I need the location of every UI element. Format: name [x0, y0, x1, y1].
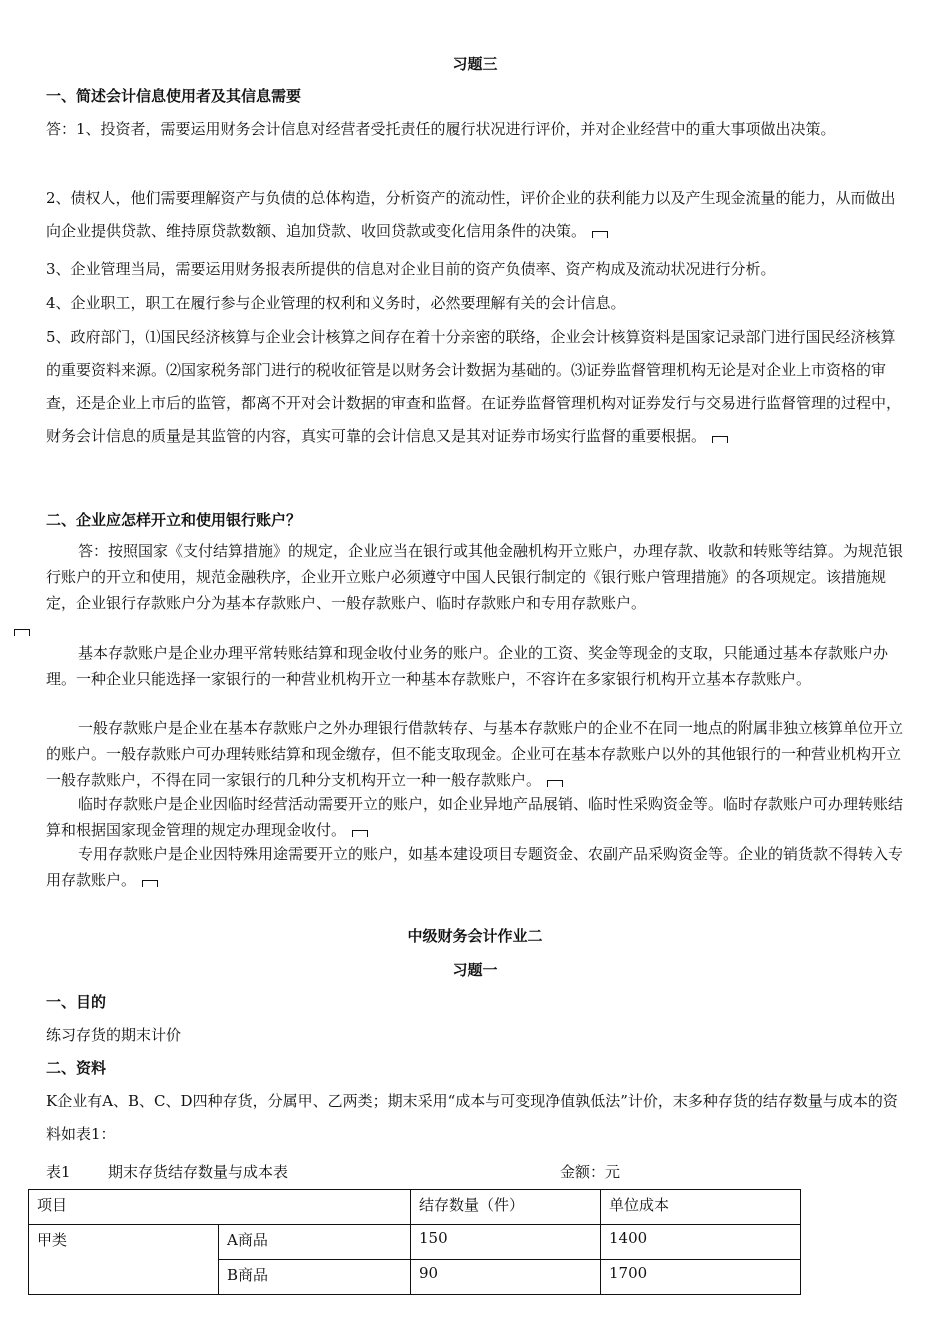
answer-text: 5、政府部门，⑴国民经济核算与企业会计核算之间存在着十分亲密的联络，企业会计核算资料是国家记录部门进行国民经济核算的重要资料来源。⑵国家税务部门进行的税收征管是以财务会计数据为基础的。⑶证券监督管理机构无论是对企业上市资格的审查，还是企业上市后的监管，都离不开对会计数据的审查和监督。在证券监督管理机构对证券发行与交易进行监督管理的过程中，财务会计信息的质量是其监管的内容，真实可靠的会计信息又是其对证券市场实行监督的重要根据。	[46, 328, 902, 445]
exercise-title: 习题一	[452, 961, 498, 979]
question-2-heading: 二、企业应怎样开立和使用银行账户？	[46, 511, 302, 529]
answer-2-general-account	[46, 715, 906, 793]
header-cell-item: 项目	[29, 1190, 411, 1225]
answer-2-special-account	[46, 841, 906, 893]
header-cell-unit-cost: 单位成本	[601, 1190, 801, 1225]
answer-2-intro	[46, 538, 906, 642]
answer-text: 2、债权人，他们需要理解资产与负债的总体构造，分析资产的流动性，评价企业的获利能力以及产生现金流量的能力，从而做出向企业提供贷款、维持原贷款数额、追加贷款、收回贷款或变化信用条件的决策。	[46, 189, 896, 240]
paragraph-mark-icon	[712, 436, 728, 443]
paragraph-mark-icon	[142, 880, 158, 887]
assignment-title: 中级财务会计作业二	[407, 927, 543, 945]
question-1-heading: 一、简述会计信息使用者及其信息需要	[46, 87, 302, 105]
quantity-cell: 150	[411, 1225, 601, 1260]
quantity-cell: 90	[411, 1260, 601, 1295]
answer-1-management: 3、企业管理当局，需要运用财务报表所提供的信息对企业目前的资产负债率、资产构成及流动状况进行分析。	[46, 260, 776, 278]
answer-1-employees: 4、企业职工，职工在履行参与企业管理的权利和义务时，必然要理解有关的会计信息。	[46, 294, 626, 312]
material-heading: 二、资料	[46, 1059, 107, 1077]
answer-text: 临时存款账户是企业因临时经营活动需要开立的账户，如企业异地产品展销、临时性采购资金等。临时存款账户可办理转账结算和根据国家现金管理的规定办理现金收付。	[46, 795, 904, 839]
answer-1-creditors	[46, 182, 906, 248]
header-cell-quantity: 结存数量（件）	[411, 1190, 601, 1225]
inventory-table	[28, 1189, 801, 1295]
purpose-text: 练习存货的期末计价	[46, 1026, 182, 1044]
table-title: 期末存货结存数量与成本表	[108, 1163, 289, 1181]
item-cell: A商品	[219, 1225, 411, 1260]
answer-2-basic-account: 基本存款账户是企业办理平常转账结算和现金收付业务的账户。企业的工资、奖金等现金的支取，只能通过基本存款账户办理。一种企业只能选择一家银行的一种营业机构开立一种基本存款账户，不容许在多家银行机构开立基本存款账户。	[46, 644, 889, 688]
answer-1-government	[46, 321, 906, 453]
purpose-heading: 一、目的	[46, 993, 107, 1011]
unit-cost-cell: 1700	[601, 1260, 801, 1295]
table-header-row	[29, 1190, 801, 1225]
paragraph-mark-icon	[14, 629, 30, 636]
paragraph-mark-icon	[592, 231, 608, 238]
table-unit: 金额：元	[560, 1163, 621, 1181]
group-cell: 甲类	[29, 1225, 219, 1295]
material-text: K企业有A、B、C、D四种存货，分属甲、乙两类；期末采用“成本与可变现净值孰低法”计价，末多种存货的结存数量与成本的资料如表1：	[46, 1092, 898, 1143]
item-cell: B商品	[219, 1260, 411, 1295]
table-number: 表1	[46, 1163, 71, 1181]
table-row	[29, 1225, 801, 1260]
paragraph-mark-icon	[547, 780, 563, 787]
answer-text: 专用存款账户是企业因特殊用途需要开立的账户，如基本建设项目专题资金、农副产品采购资金等。企业的销货款不得转入专用存款账户。	[46, 845, 904, 889]
answer-text: 一般存款账户是企业在基本存款账户之外办理银行借款转存、与基本存款账户的企业不在同一地点的附属非独立核算单位开立的账户。一般存款账户可办理转账结算和现金缴存，但不能支取现金。企业可在基本存款账户以外的其他银行的一种营业机构开立一般存款账户，不得在同一家银行的几种分支机构开立一种一般存款账户。	[46, 719, 904, 789]
answer-text: 答：按照国家《支付结算措施》的规定，企业应当在银行或其他金融机构开立账户，办理存款、收款和转账等结算。为规范银行账户的开立和使用，规范金融秩序，企业开立账户必须遵守中国人民银行制定的《银行账户管理措施》的各项规定。该措施规定，企业银行存款账户分为基本存款账户、一般存款账户、临时存款账户和专用存款账户。	[46, 542, 904, 612]
answer-1-investors: 答：1、投资者，需要运用财务会计信息对经营者受托责任的履行状况进行评价，并对企业经营中的重大事项做出决策。	[46, 120, 836, 138]
paragraph-mark-icon	[352, 830, 368, 837]
unit-cost-cell: 1400	[601, 1225, 801, 1260]
section-title: 习题三	[452, 55, 498, 73]
answer-2-temporary-account	[46, 791, 906, 843]
